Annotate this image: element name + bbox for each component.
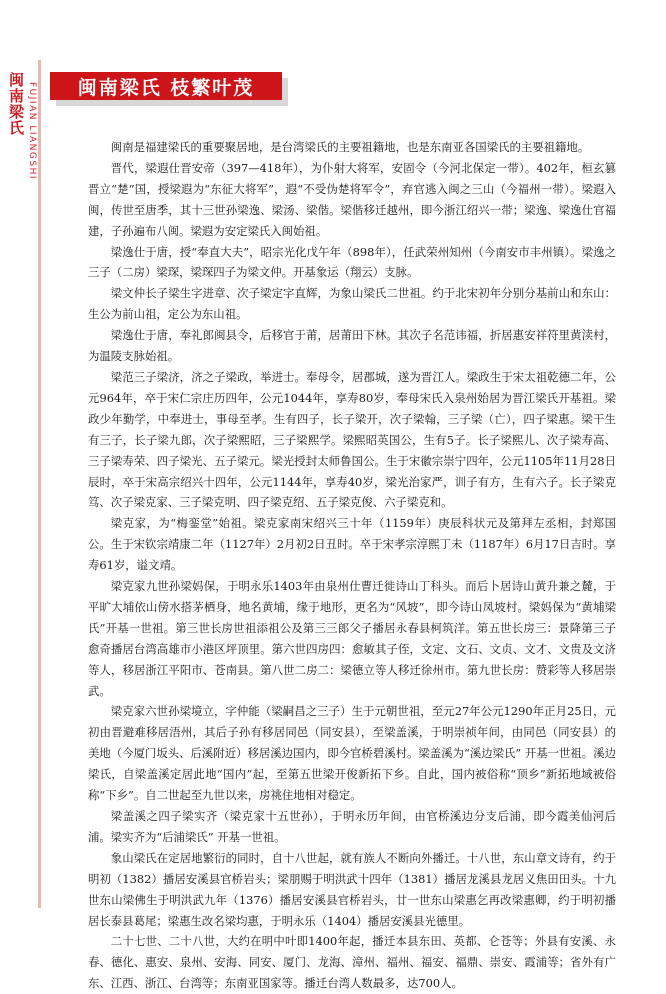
paragraph: 梁克家六世孙梁境立，字仲能（梁嗣昌之三子）生于元朝世祖，至元27年公元1290年正月25日，元初由晋避难移居浯州，其后子孙有移居同邑（同安县），至梁盖溪，于明崇祯年间，由同邑（同安县）的美地（今厦门坂头、后溪附近）移居溪边国内，即今官桥碧溪村。梁盖溪为“溪边梁氏” 开基一世祖。溪边梁氏，自梁盖溪定居此地“国内”起，至第五世梁开俊新拓下乡。自此，国内被俗称“顶乡”新拓地域被俗称“下乡”。自二世起至九世以来，房祧住地相对稳定。 bbox=[88, 704, 616, 803]
paragraph: 梁盖溪之四子梁实齐（梁克家十五世孙），于明永历年间，由官桥溪边分支后浦，即今霞美仙河后浦。梁实齐为“后浦梁氏” 开基一世祖。 bbox=[88, 809, 616, 844]
paragraph: 晋代，梁遐仕晋安帝（397—418年），为仆射大将军，安固令（今河北保定一带）。402年，桓玄篡晋立“楚”国，授梁遐为“东征大将军”，遐“不受伪楚将军令”，弃官逃入闽之三山（今福州一带）。梁遐入闽，传世至唐季，其十三世孙梁逸、梁汤、梁偕。梁偕移迁越州，即今浙江绍兴一带；梁逸、梁逸仕官福建，子孙遍布八闽。梁遐为安定梁氏入闽始祖。 bbox=[88, 160, 616, 238]
paragraph: 梁文仲长子梁生字进章、次子梁定字直辉，为象山梁氏二世祖。约于北宋初年分别分基前山和东山：生公为前山祖，定公为东山祖。 bbox=[88, 286, 616, 322]
paragraph: 二十七世、二十八世，大约在明中叶即1400年起，播迁本县东田、英都、仑苍等；外县有安溪、永春、德化、惠安、泉州、安海、同安、厦门、龙海、漳州、福州、福安、福鼎、崇安、霞浦等；省外有广东、江西、浙江、台湾等；东南亚国家等。播迁台湾人数最多，达700人。 bbox=[88, 934, 616, 991]
paragraph: 象山梁氏在定居地繁衍的同时，自十八世起，就有族人不断向外播迁。十八世，东山章文诗有，约于明初（1382）播居安溪县官桥岩头；梁朋赐于明洪武十四年（1381）播居龙溪县龙居义焦田田头。十九世东山梁佛生于明洪武九年（1376）播居安溪县官桥岩头，廿一世东山梁惠乞再改梁惠卿，约于明初播居长泰县葛尾；梁惠生改名梁均惠，于明永乐（1404）播居安溪县光德里。 bbox=[88, 850, 616, 928]
side-divider bbox=[38, 60, 41, 908]
section-banner: 闽南梁氏 枝繁叶茂 bbox=[50, 72, 282, 100]
article-body bbox=[88, 137, 616, 994]
paragraph: 梁克家九世孙梁妈保，于明永乐1403年由泉州仕曹迁徙诗山丁科头。而后卜居诗山黄升兼之麓，于平旷大埔依山傍水搭茅栖身，地名黄埔，缘于地形，更名为“风坡”，即今诗山凤坡村。梁妈保为“黄埔梁氏”开基一世祖。第三世长房世祖添祖公及第三三郎父子播居永春县柯筑洋。第五世长房三：景降第三子愈奇播居台湾高雄市小港区坪顶里。第六世四房四：愈敏其子侄，文定、文石、文贞、文才、文贵及文济等人，移居浙江平阳市、苍南县。第八世二房二：梁德立等人移迁徐州市。第九世长房：赞彩等人移居崇武。 bbox=[88, 579, 616, 698]
paragraph: 梁克家，为“梅銮堂”始祖。梁克家南宋绍兴三十年（1159年）庚辰科状元及第拜左丞相，封郑国公。生于宋钦宗靖康二年（1127年）2月初2日丑时。卒于宋孝宗淳熙丁未（1187年）6月17日吉时。享寿61岁，谥文靖。 bbox=[88, 516, 616, 573]
paragraph: 闽南是福建梁氏的重要聚居地，是台湾梁氏的主要祖籍地，也是东南亚各国梁氏的主要祖籍地。 bbox=[110, 140, 590, 154]
paragraph: 梁逸仕于唐，奉礼郎闽县令，后移官于莆，居莆田下林。其次子名范讳福，折居惠安祥符里黄渎村，为温陵支脉始祖。 bbox=[88, 328, 616, 364]
side-title: 闽南梁氏 bbox=[7, 72, 25, 136]
side-pinyin: FUJIAN LIANGSHI bbox=[27, 82, 37, 180]
paragraph: 梁逸仕于唐，授“奉直大夫”，昭宗光化戊午年（898年），任武荣州知州（今南安市丰州镇）。梁逸之三子（二房）梁琛，梁琛四子为梁文仲。开基象运（翔云）支脉。 bbox=[88, 244, 616, 280]
paragraph: 梁范三子梁济，济之子梁政，举进士。奉母令，居郡城，遂为晋江人。梁政生于宋太祖乾德二年，公元964年，卒于宋仁宗庄历四年，公元1044年，享寿80岁，奉母宋氏入泉州始居为晋江梁氏开基祖。梁政少年勤学，中奉进士，事母至孝。生有四子，长子梁开，次子梁翰，三子梁（亡），四子梁惠。梁干生有三子，长子梁九郎，次子梁熙昭，三子梁熙学。梁熙昭英国公，生有5子。长子梁熙儿、次子梁寿高、三子梁寿荣、四子梁光、五子梁元。梁光授封太师鲁国公。生于宋徽宗崇宁四年，公元1105年11月28日辰时，卒于宋高宗绍兴十四年，公元1144年，享寿40岁，梁光治家严，训子有方，生有六子。长子梁克笃、次子梁克家、三子梁克明、四子梁克绍、五子梁克俊、六子梁克和。 bbox=[88, 369, 616, 510]
